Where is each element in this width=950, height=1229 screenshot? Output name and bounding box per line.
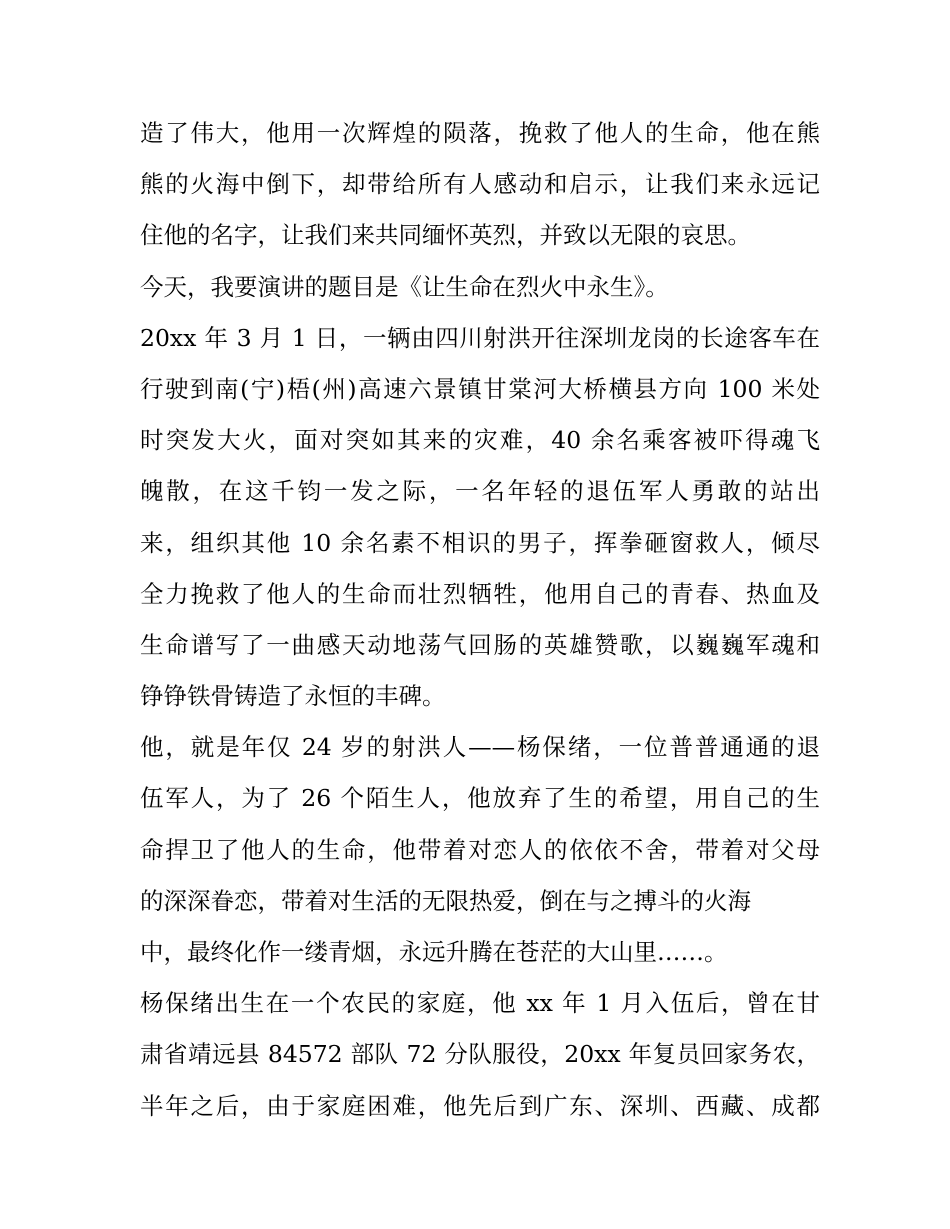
text-line: 铮铮铁骨铸造了永恒的丰碑。: [140, 682, 446, 711]
text-line: 来，组织其他 10 余名素不相识的男子，挥拳砸窗救人，倾尽: [140, 528, 820, 557]
text-line: 生命谱写了一曲感天动地荡气回肠的英雄赞歌，以巍巍军魂和: [140, 630, 820, 659]
text-line: 造了伟大，他用一次辉煌的陨落，挽救了他人的生命，他在熊: [140, 119, 820, 147]
text-line: 魄散，在这千钧一发之际，一名年轻的退伍军人勇敢的站出: [140, 477, 820, 506]
text-line: 中，最终化作一缕青烟，永远升腾在苍茫的大山里……。: [140, 938, 728, 966]
text-line: 的深深眷恋，带着对生活的无限热爱，倒在与之搏斗的火海: [140, 886, 751, 915]
text-line: 时突发大火，面对突如其来的灾难，40 余名乘客被吓得魂飞: [140, 426, 820, 455]
text-line: 行驶到南(宁)梧(州)高速六景镇甘棠河大桥横县方向 100 米处: [140, 374, 820, 403]
body-text: [140, 108, 820, 1132]
text-line: 住他的名字，让我们来共同缅怀英烈，并致以无限的哀思。: [140, 221, 751, 250]
text-line: 熊的火海中倒下，却带给所有人感动和启示，让我们来永远记: [140, 170, 820, 199]
text-line: 半年之后，由于家庭困难，他先后到广东、深圳、西藏、成都: [140, 1091, 820, 1120]
text-line: 伍军人，为了 26 个陌生人，他放弃了生的希望，用自己的生: [140, 784, 820, 813]
text-line: 20xx 年 3 月 1 日，一辆由四川射洪开往深圳龙岗的长途客车在: [140, 323, 820, 352]
text-line: 肃省靖远县 84572 部队 72 分队服役，20xx 年复员回家务农，: [140, 1040, 820, 1069]
text-line: 杨保绪出生在一个农民的家庭，他 xx 年 1 月入伍后，曾在甘: [140, 989, 820, 1018]
text-line: 全力挽救了他人的生命而壮烈牺牲，他用自己的青春、热血及: [140, 579, 820, 608]
text-line: 命捍卫了他人的生命，他带着对恋人的依依不舍，带着对父母: [140, 835, 820, 864]
text-line: 他，就是年仅 24 岁的射洪人——杨保绪，一位普普通通的退: [140, 733, 820, 762]
text-line: 今天，我要演讲的题目是《让生命在烈火中永生》。: [140, 272, 669, 301]
